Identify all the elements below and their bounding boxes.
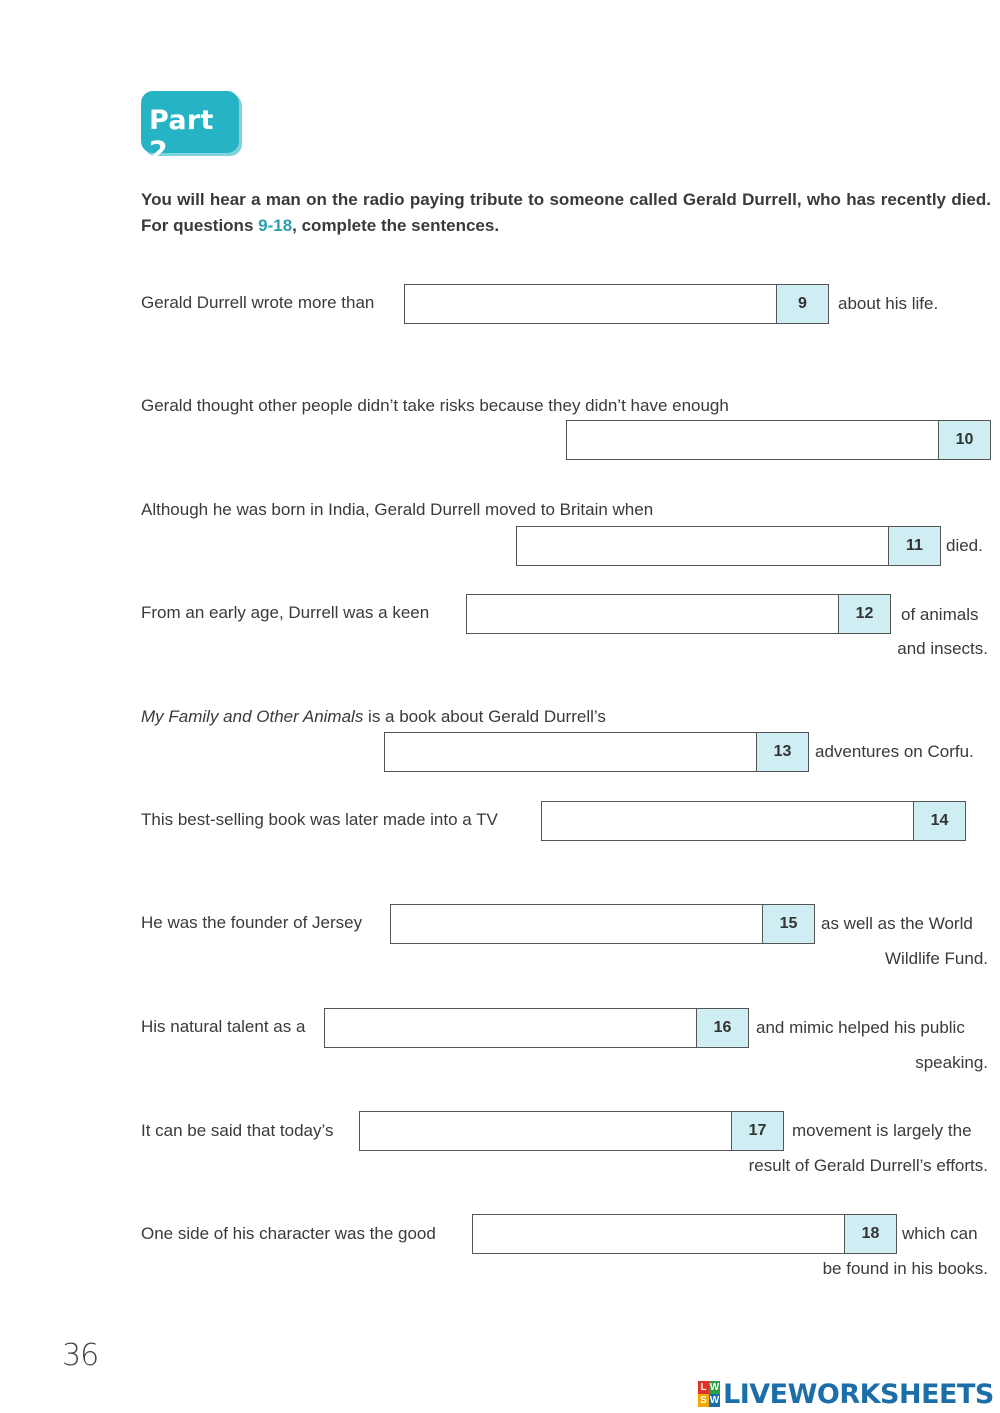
liveworksheets-mark-icon: L W S W — [698, 1381, 720, 1407]
q15-text-before: He was the founder of Jersey — [141, 913, 363, 932]
q18-text-after: which can — [902, 1224, 978, 1243]
q15-text-after: as well as the World — [821, 914, 973, 933]
q13-text-after: adventures on Corfu. — [815, 742, 974, 761]
book-title: My Family and Other Animals — [141, 707, 364, 726]
q15-answer-box[interactable] — [390, 904, 815, 944]
part-badge — [141, 91, 239, 167]
liveworksheets-logo — [698, 1378, 994, 1410]
q17-text-after: movement is largely the — [792, 1121, 972, 1140]
q9-answer-box[interactable] — [404, 284, 829, 324]
q17-number: 17 — [731, 1112, 783, 1150]
q15-text-after-cont: Wildlife Fund. — [885, 949, 988, 968]
q13-number: 13 — [756, 733, 808, 771]
q14-answer-box[interactable] — [541, 801, 966, 841]
logo-text: LIVEWORKSHEETS — [723, 1378, 994, 1410]
q11-answer-box[interactable] — [516, 526, 941, 566]
q18-text-after-cont: be found in his books. — [822, 1259, 988, 1278]
q18-text-before: One side of his character was the good — [141, 1224, 436, 1243]
q18-number: 18 — [844, 1215, 896, 1253]
q16-answer-box[interactable] — [324, 1008, 749, 1048]
part-label: Part 2 — [149, 105, 214, 167]
q17-text-after-cont: result of Gerald Durrell’s efforts. — [748, 1156, 988, 1175]
q17-answer-box[interactable] — [359, 1111, 784, 1151]
q12-answer-box[interactable] — [466, 594, 891, 634]
q16-text-before: His natural talent as a — [141, 1017, 306, 1036]
q13-text-before: My Family and Other Animals is a book about Gerald Durrell’s — [141, 707, 606, 726]
q12-number: 12 — [838, 595, 890, 633]
q12-text-before: From an early age, Durrell was a keen — [141, 603, 430, 622]
q16-text-after-cont: speaking. — [915, 1053, 988, 1072]
q9-text-before: Gerald Durrell wrote more than — [141, 293, 375, 312]
q15-number: 15 — [762, 905, 814, 943]
q9-text-after: about his life. — [838, 294, 939, 313]
q16-number: 16 — [696, 1009, 748, 1047]
q11-number: 11 — [888, 527, 940, 565]
instructions: You will hear a man on the radio paying tribute to someone called Gerald Durrell, who has recently died. For questions 9-18, complete the sentences. — [141, 190, 991, 235]
question-range: 9-18 — [258, 216, 293, 235]
q10-answer-box[interactable] — [566, 420, 991, 460]
q14-text-before: This best-selling book was later made into a TV — [141, 810, 498, 829]
q13-answer-box[interactable] — [384, 732, 809, 772]
page-number: 36 — [62, 1338, 99, 1373]
q9-number: 9 — [776, 285, 828, 323]
q12-text-after: of animals — [901, 605, 979, 624]
q10-text-before: Gerald thought other people didn’t take risks because they didn’t have enough — [141, 396, 729, 415]
q17-text-before: It can be said that today’s — [141, 1121, 334, 1140]
q16-text-after: and mimic helped his public — [756, 1018, 965, 1037]
q14-number: 14 — [913, 802, 965, 840]
q10-number: 10 — [938, 421, 990, 459]
q18-answer-box[interactable] — [472, 1214, 897, 1254]
q11-text-before: Although he was born in India, Gerald Durrell moved to Britain when — [141, 500, 654, 519]
q12-text-after-cont: and insects. — [897, 639, 988, 658]
q11-text-after: died. — [946, 536, 983, 555]
